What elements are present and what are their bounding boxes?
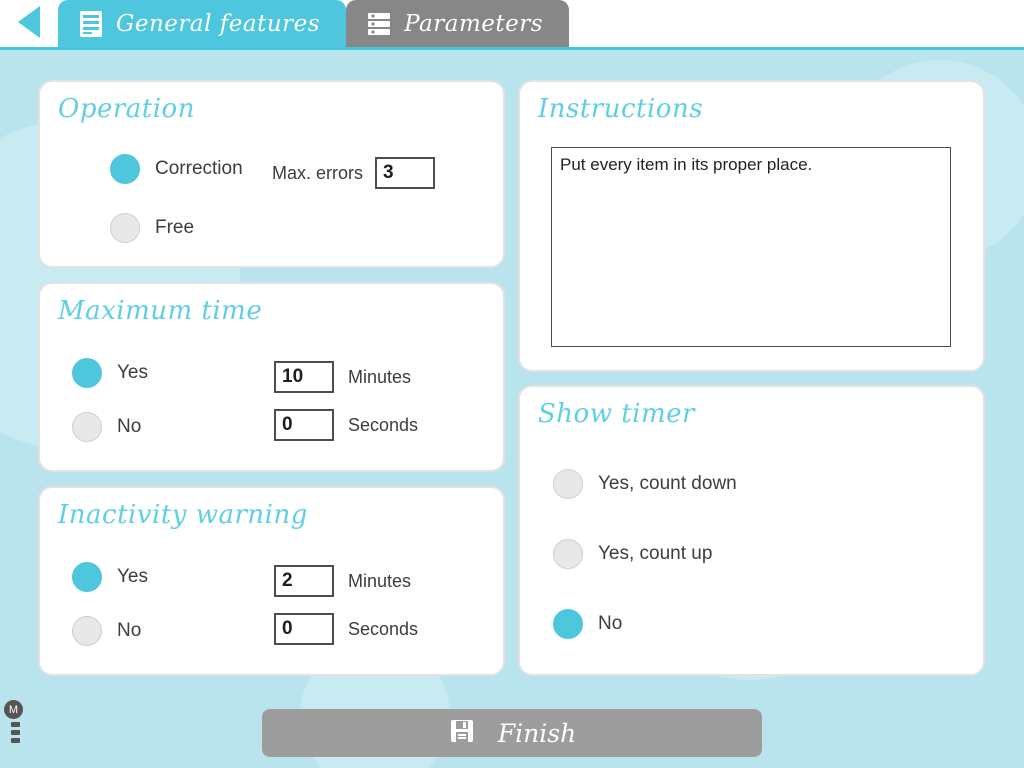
panel-show-timer <box>518 385 985 676</box>
back-button[interactable] <box>0 0 58 47</box>
tab-general-features-label: General features <box>116 10 321 37</box>
radio-correction[interactable] <box>110 154 140 184</box>
inactivity-option-yes[interactable] <box>72 562 148 592</box>
show-timer-option-count-down-label: Yes, count down <box>598 473 737 494</box>
radio-inactivity-no[interactable] <box>72 616 102 646</box>
panel-instructions <box>518 80 985 372</box>
radio-maxtime-yes[interactable] <box>72 358 102 388</box>
panel-inactivity-warning <box>38 486 505 676</box>
show-timer-option-count-up[interactable] <box>553 539 712 569</box>
app-logo <box>4 700 26 743</box>
inactivity-minutes-input[interactable] <box>274 565 334 597</box>
save-floppy-icon <box>448 717 476 750</box>
maximum-time-seconds-input[interactable] <box>274 409 334 441</box>
inactivity-option-no[interactable] <box>72 616 141 646</box>
instructions-textarea[interactable] <box>551 147 951 347</box>
triangle-left-icon <box>18 6 40 38</box>
operation-option-free[interactable] <box>110 213 194 243</box>
radio-count-up[interactable] <box>553 539 583 569</box>
show-timer-option-no-label: No <box>598 613 623 634</box>
panel-operation-title: Operation <box>58 94 195 124</box>
max-errors-input[interactable] <box>375 157 435 189</box>
maximum-time-minutes-input[interactable] <box>274 361 334 393</box>
maximum-time-minutes-label: Minutes <box>348 366 412 387</box>
app-logo-letter: M <box>4 700 23 719</box>
radio-timer-no[interactable] <box>553 609 583 639</box>
show-timer-option-count-down[interactable] <box>553 469 737 499</box>
maximum-time-minutes-group <box>274 361 411 393</box>
finish-button[interactable] <box>262 709 762 757</box>
app-logo-bar <box>11 738 20 743</box>
tab-general-features[interactable] <box>58 0 346 47</box>
inactivity-minutes-label: Minutes <box>348 570 412 591</box>
inactivity-option-yes-label: Yes <box>117 566 148 587</box>
app-logo-bar <box>11 730 20 735</box>
inactivity-seconds-input[interactable] <box>274 613 334 645</box>
panel-instructions-title: Instructions <box>538 94 704 124</box>
app-logo-bar <box>11 722 20 727</box>
operation-option-free-label: Free <box>155 217 195 238</box>
tab-parameters-label: Parameters <box>404 10 544 37</box>
inactivity-minutes-group <box>274 565 411 597</box>
max-errors-group <box>272 157 435 189</box>
operation-option-correction-label: Correction <box>155 158 243 179</box>
radio-inactivity-yes[interactable] <box>72 562 102 592</box>
maximum-time-seconds-group <box>274 409 418 441</box>
panel-inactivity-warning-title: Inactivity warning <box>58 500 308 530</box>
inactivity-seconds-group <box>274 613 418 645</box>
maximum-time-option-yes-label: Yes <box>117 362 148 383</box>
maximum-time-option-no-label: No <box>117 416 142 437</box>
list-rows-icon <box>366 10 392 38</box>
radio-count-down[interactable] <box>553 469 583 499</box>
max-errors-label: Max. errors <box>272 162 364 183</box>
show-timer-option-no[interactable] <box>553 609 622 639</box>
panel-show-timer-title: Show timer <box>538 399 695 429</box>
operation-option-correction[interactable] <box>110 154 243 184</box>
inactivity-seconds-label: Seconds <box>348 618 419 639</box>
radio-free[interactable] <box>110 213 140 243</box>
maximum-time-seconds-label: Seconds <box>348 414 419 435</box>
panel-maximum-time-title: Maximum time <box>58 296 263 326</box>
document-lines-icon <box>78 10 104 38</box>
finish-button-label: Finish <box>497 718 577 748</box>
inactivity-option-no-label: No <box>117 620 142 641</box>
radio-maxtime-no[interactable] <box>72 412 102 442</box>
tab-bar <box>0 0 1024 50</box>
maximum-time-option-no[interactable] <box>72 412 141 442</box>
show-timer-option-count-up-label: Yes, count up <box>598 543 713 564</box>
maximum-time-option-yes[interactable] <box>72 358 148 388</box>
tab-parameters[interactable] <box>346 0 569 47</box>
panel-operation <box>38 80 505 268</box>
panel-maximum-time <box>38 282 505 472</box>
